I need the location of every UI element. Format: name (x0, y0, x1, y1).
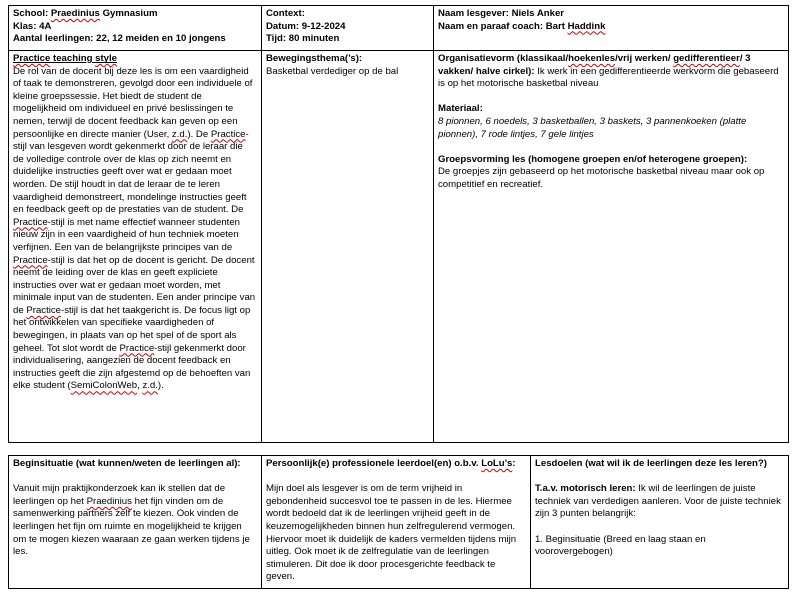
misspelled-text-run: Practice (210, 128, 246, 140)
text-run: , (137, 380, 143, 392)
cell-personal-professional-goal (262, 456, 531, 588)
misspelled-text-run: SemiColonWeb (70, 380, 138, 392)
text-run: -stijl is dat het op de docent is gericht. De docent neemt de leiding over de klas en geeft expliciete instructies over wat er gedaan moet worden, met minimale input van de studenten. Een ander principe van de (13, 254, 256, 316)
paragraph (13, 21, 256, 34)
misspelled-text-run: LoLu’s (481, 458, 513, 469)
text-run: -stijl van lesgeven wordt gekenmerkt door de leraar die de volledige controle over de klas op zich neemt en duidelijke instructies geeft over wat er gedaan moet worden. De stijl houdt in dat de leraar de te leren vaardigheid demonstreert, mondelinge instructies geeft en feedback geeft op de prestaties van de student. De (13, 128, 249, 216)
text-run: Bewegingsthema(’s): (266, 53, 363, 64)
misspelled-text-run: Practice (26, 304, 61, 316)
paragraph (438, 116, 783, 141)
misspelled-text-run: Haddink (567, 20, 606, 32)
paragraph (535, 483, 783, 521)
paragraph (13, 471, 256, 484)
misspelled-text-run: Practice (13, 53, 51, 64)
misspelled-text-run: gedifferentieer (673, 53, 740, 64)
text-run: Klas: 4A (13, 20, 52, 32)
text-run: / 3 vakken/ halve cirkel): (438, 53, 751, 77)
text-run: teaching (50, 53, 96, 64)
paragraph (266, 471, 525, 484)
paragraph (438, 91, 783, 104)
text-run: 1. Beginsituatie (Breed en laag staan en voorovergebogen) (535, 533, 706, 558)
cell-practice-teaching-style (9, 51, 262, 442)
text-run: 8 pionnen, 6 noedels, 3 basketballen, 3 baskets, 3 pannenkoeken (platte pionnen), 7 rode lintjes, 7 gele lintjes (438, 115, 747, 140)
lesson-plan-top-table (8, 5, 789, 443)
text-run: Organisatievorm (klassikaal/ (438, 53, 569, 64)
text-run: Naam en paraaf coach: Bart (438, 20, 568, 32)
text-run: Ik wil de leerlingen de juiste techniek van verdedigen aanleren. Voor de juiste techniek zijn 3 punten belangrijk: (535, 483, 781, 520)
paragraph (266, 483, 525, 584)
text-run: Vanuit mijn praktijkonderzoek kan ik stellen dat de leerlingen op het (13, 483, 226, 507)
text-run: Basketbal verdediger op de bal (266, 65, 399, 77)
misspelled-text-run: style (95, 53, 117, 64)
text-run: ). (157, 380, 164, 392)
paragraph (266, 21, 428, 34)
paragraph (266, 8, 428, 21)
text-run: Naam lesgever: Niels Anker (438, 8, 565, 19)
misspelled-text-run: z.d. (142, 380, 158, 392)
paragraph (535, 534, 783, 559)
cell-organisation-material-grouping (434, 51, 788, 442)
text-run: T.a.v. motorisch leren: (535, 483, 639, 495)
text-run: Groepsvorming les (homogene groepen en/of heterogene groepen): (438, 153, 748, 165)
cell-lesson-goals (531, 456, 788, 588)
text-run: Gymnasium (99, 8, 158, 19)
text-run: Mijn doel als lesgever is om de term vrijheid in gebondenheid succesvol toe te passen in de les. Hiermee wordt bedoeld dat ik de leerlingen vrijheid geeft in de keuzemogelijkheden binnen hun zelfregulerend vermogen. Hiervoor moet ik duidelijk de kaders vermelden tijdens mijn uitleg. Ook moet ik de zelfregulatie van de leerlingen stimuleren. Dit doe ik door procesgerichte feedback te geven. (266, 483, 517, 583)
paragraph (266, 458, 525, 471)
misspelled-text-run: Practice (13, 254, 48, 266)
cell-school-info (9, 6, 262, 51)
paragraph (438, 166, 783, 191)
text-run: -stijl gekenmerkt door individualisering, aangezien de docent feedback en instructies geeft die zijn afgestemd op de behoeften van elke student ( (13, 342, 251, 392)
paragraph (13, 66, 256, 393)
text-run: Aantal leerlingen: 22, 12 meiden en 10 jongens (13, 33, 226, 45)
misspelled-text-run: z.d. (171, 128, 188, 140)
text-run: De rol van de docent bij deze les is om een vaardigheid of taak te demonstreren, gevolgd door een individuele of kleine groepssessie. Het biedt de student de mogelijkheid om individueel en privé beslissingen te nemen, terwijl de docent feedback kan geven op een persoonlijke en directe manier (User, (13, 65, 253, 140)
text-run: Materiaal: (438, 103, 483, 115)
cell-teacher-coach-info (434, 6, 788, 51)
paragraph (266, 66, 428, 79)
text-run: Context: (266, 8, 305, 19)
cell-movement-theme (262, 51, 434, 442)
paragraph (438, 141, 783, 154)
text-run: : (512, 458, 516, 469)
paragraph (438, 21, 783, 34)
paragraph (13, 458, 256, 471)
text-run: Datum: 9-12-2024 (266, 20, 346, 32)
paragraph (438, 8, 783, 21)
text-run: Ik werk in een gedifferentieerde werkvorm die gebaseerd is op het motorische basketbal niveau (438, 65, 779, 90)
lesson-plan-bottom-table (8, 455, 789, 589)
misspelled-text-run: Practice (13, 216, 48, 228)
paragraph (438, 154, 783, 167)
text-run: School: (13, 8, 51, 19)
paragraph (438, 53, 783, 91)
cell-context-info (262, 6, 434, 51)
paragraph (438, 103, 783, 116)
text-run: ). De (187, 128, 211, 140)
paragraph (535, 521, 783, 534)
paragraph (13, 483, 256, 559)
misspelled-text-run: Practice (119, 342, 155, 354)
text-run: /vrij werken/ (615, 53, 674, 64)
text-run: Persoonlijk(e) professionele leerdoel(en) o.b.v. (266, 458, 482, 469)
text-run: -stijl is met name effectief wanneer studenten nieuw zijn in een vaardigheid of hun techniek moeten verfijnen. Een van de belangrijkste principes van de (13, 216, 240, 253)
paragraph (13, 8, 256, 21)
paragraph (535, 471, 783, 484)
misspelled-text-run: Praedinius (86, 495, 132, 507)
paragraph (535, 458, 783, 471)
text-run: Tijd: 80 minuten (266, 33, 340, 45)
text-run: De groepjes zijn gebaseerd op het motorische basketbal niveau maar ook op competitief en recreatief. (438, 166, 765, 190)
misspelled-text-run: Praedinius (50, 8, 100, 19)
misspelled-text-run: hoekenles (568, 53, 616, 64)
text-run: Beginsituatie (wat kunnen/weten de leerlingen al): (13, 458, 241, 469)
text-run: Lesdoelen (wat wil ik de leerlingen deze les leren?) (535, 458, 767, 469)
paragraph (13, 33, 256, 46)
paragraph (266, 53, 428, 66)
paragraph (266, 33, 428, 46)
text-run: het fijn vinden om de samenwerking partners zelf te kiezen. Ook vinden de leerlingen het fijn om ruimte en mogelijkheid te krijgen om te mogen kiezen waaraan ze gaan werken tijdens je les. (13, 495, 250, 558)
text-run: -stijl is dat het taakgericht is. De focus ligt op het ontwikkelen van specifieke vaardigheden of bewegingen, in plaats van op het spel of de sport als geheel. Tot slot wordt de (13, 304, 251, 354)
paragraph (13, 53, 256, 66)
cell-start-situation (9, 456, 262, 588)
